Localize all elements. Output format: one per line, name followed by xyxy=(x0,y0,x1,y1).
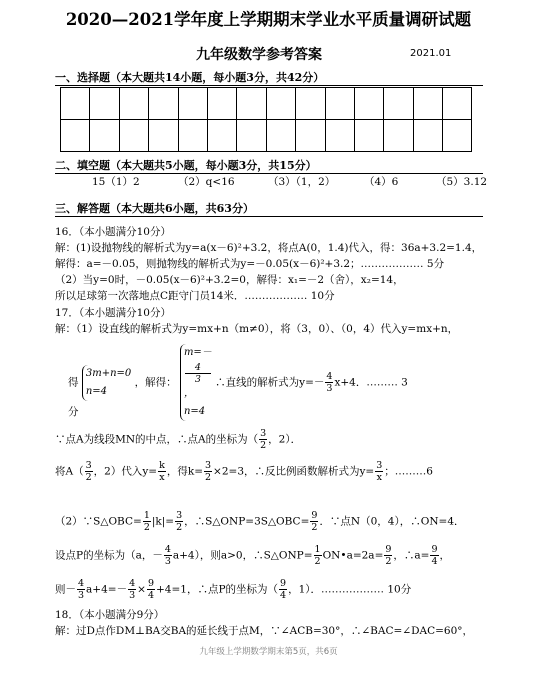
answer-cell xyxy=(354,120,383,152)
solution-system: m=－ 4 3 ， n=4 xyxy=(180,344,212,421)
fill-answer-5: （5）3.12 xyxy=(436,176,488,188)
section-2-heading: 二、填空题（本大题共5小题，每小题3分，共15分） xyxy=(55,159,317,172)
answer-cell xyxy=(61,120,90,152)
page-footer: 九年级上学期数学期末第5页，共6页 xyxy=(199,647,338,657)
q17-result-line: 则－ $\frac{4}{3}$ a+4=－ $\frac{4}{3}$ × $\frac{9}{4}$ +4=1，∴点P的坐标为（ $\frac{9}{4}$ ，1）．……………… 10分 xyxy=(55,578,412,601)
q16-line: （2）当y=0时，－0.05(x－6)²+3.2=0，解得：x₁=－2（舍），x₂=14， xyxy=(55,274,404,286)
answer-cell xyxy=(149,88,178,120)
answer-cell xyxy=(90,88,119,120)
q17-heading: 17．（本小题满分10分） xyxy=(55,307,171,319)
q16-line: 解：(1)设抛物线的解析式为y=a(x－6)²+3.2，将点A(0，1.4)代入，得：36a+3.2=1.4， xyxy=(55,242,483,254)
section-1-heading: 一、选择题（本大题共14小题，每小题3分，共42分） xyxy=(55,71,325,84)
q17-point-p-line: 设点P的坐标为（a，－ $\frac{4}{3}$ a+4），则a>0，∴S△ONP= $\frac{1}{2}$ ON•a=2a= $\frac{9}{2}$ ，∴a= $\frac{9}{4}$ ， xyxy=(55,544,451,567)
fill-answer-2: （2）q<16 xyxy=(178,176,235,188)
answer-cell xyxy=(266,88,295,120)
q18-line: 解：过D点作DM⊥BA交BA的延长线于点M，∵∠ACB=30°，∴∠BAC=∠DAC=60°， xyxy=(55,625,474,637)
answer-cell xyxy=(296,120,325,152)
q17-midpoint-line: ∵点A为线段MN的中点，∴点A的坐标为（ $\frac{3}{2}$ ，2）． xyxy=(55,428,302,451)
answer-key-subtitle: 九年级数学参考答案 xyxy=(196,47,322,63)
equation-system: 3m+n=0 n=4 xyxy=(82,365,131,401)
answer-cell xyxy=(413,120,442,152)
answer-cell xyxy=(413,88,442,120)
answer-cell xyxy=(90,120,119,152)
answer-cell xyxy=(443,88,472,120)
answer-cell xyxy=(325,120,354,152)
section-divider xyxy=(55,216,483,217)
answer-cell xyxy=(61,88,90,120)
exam-date: 2021.01 xyxy=(410,48,452,59)
answer-cell xyxy=(149,120,178,152)
answer-cell xyxy=(237,120,266,152)
exam-title: 2020—2021学年度上学期期末学业水平质量调研试题 xyxy=(65,10,472,29)
q17-score-unit: 分 xyxy=(68,406,79,418)
answer-cell xyxy=(119,88,148,120)
q18-heading: 18．（本小题满分9分） xyxy=(55,609,165,621)
section-3-heading: 三、解答题（本大题共6小题，共63分） xyxy=(55,202,254,215)
q16-heading: 16．（本小题满分10分） xyxy=(55,226,171,238)
answer-cell xyxy=(354,88,383,120)
answer-cell xyxy=(119,120,148,152)
answer-cell xyxy=(384,120,413,152)
fill-answer-4: （4）6 xyxy=(364,176,399,188)
answer-cell xyxy=(266,120,295,152)
q16-line: 所以足球第一次落地点C距守门员14米．……………… 10分 xyxy=(55,290,335,302)
fill-answer-3: （3）（1，2） xyxy=(268,176,336,188)
q17-line: 解：（1）设直线的解析式为y=mx+n（m≠0），将（3，0）、（0，4）代入y=mx+n， xyxy=(55,323,459,335)
section-divider xyxy=(55,85,483,86)
answer-cell xyxy=(178,120,207,152)
q16-line: 解得：a=－0.05，则抛物线的解析式为y=－0.05(x－6)²+3.2；……………… 5分 xyxy=(55,258,445,270)
answer-cell xyxy=(325,88,354,120)
answer-cell xyxy=(207,88,236,120)
fill-answer-1: 15（1）2 xyxy=(92,176,140,188)
q17-system-line: 得 3m+n=0 n=4 ，解得： m=－ 4 3 ， n=4 ∴直线的解析式为y=－ $\frac{4}{3}$ x+4．……… 3 xyxy=(68,344,408,421)
answer-cell xyxy=(207,120,236,152)
multiple-choice-answer-grid xyxy=(60,87,472,152)
answer-cell xyxy=(296,88,325,120)
q17-substitute-line: 将A（ $\frac{3}{2}$ ，2）代入y= $\frac{k}{x}$ ，得k= $\frac{3}{2}$ ×2=3，∴反比例函数解析式为y= $\frac{3}{x}$ ；………6 xyxy=(55,460,433,483)
q17-part2-line: （2）∵S△OBC= $\frac{1}{2}$ |k|= $\frac{3}{2}$ ，∴S△ONP=3S△OBC= $\frac{9}{2}$ ．∵点N（0，4），∴ON=4． xyxy=(55,510,465,533)
answer-cell xyxy=(384,88,413,120)
answer-cell xyxy=(237,88,266,120)
answer-cell xyxy=(443,120,472,152)
answer-cell xyxy=(178,88,207,120)
